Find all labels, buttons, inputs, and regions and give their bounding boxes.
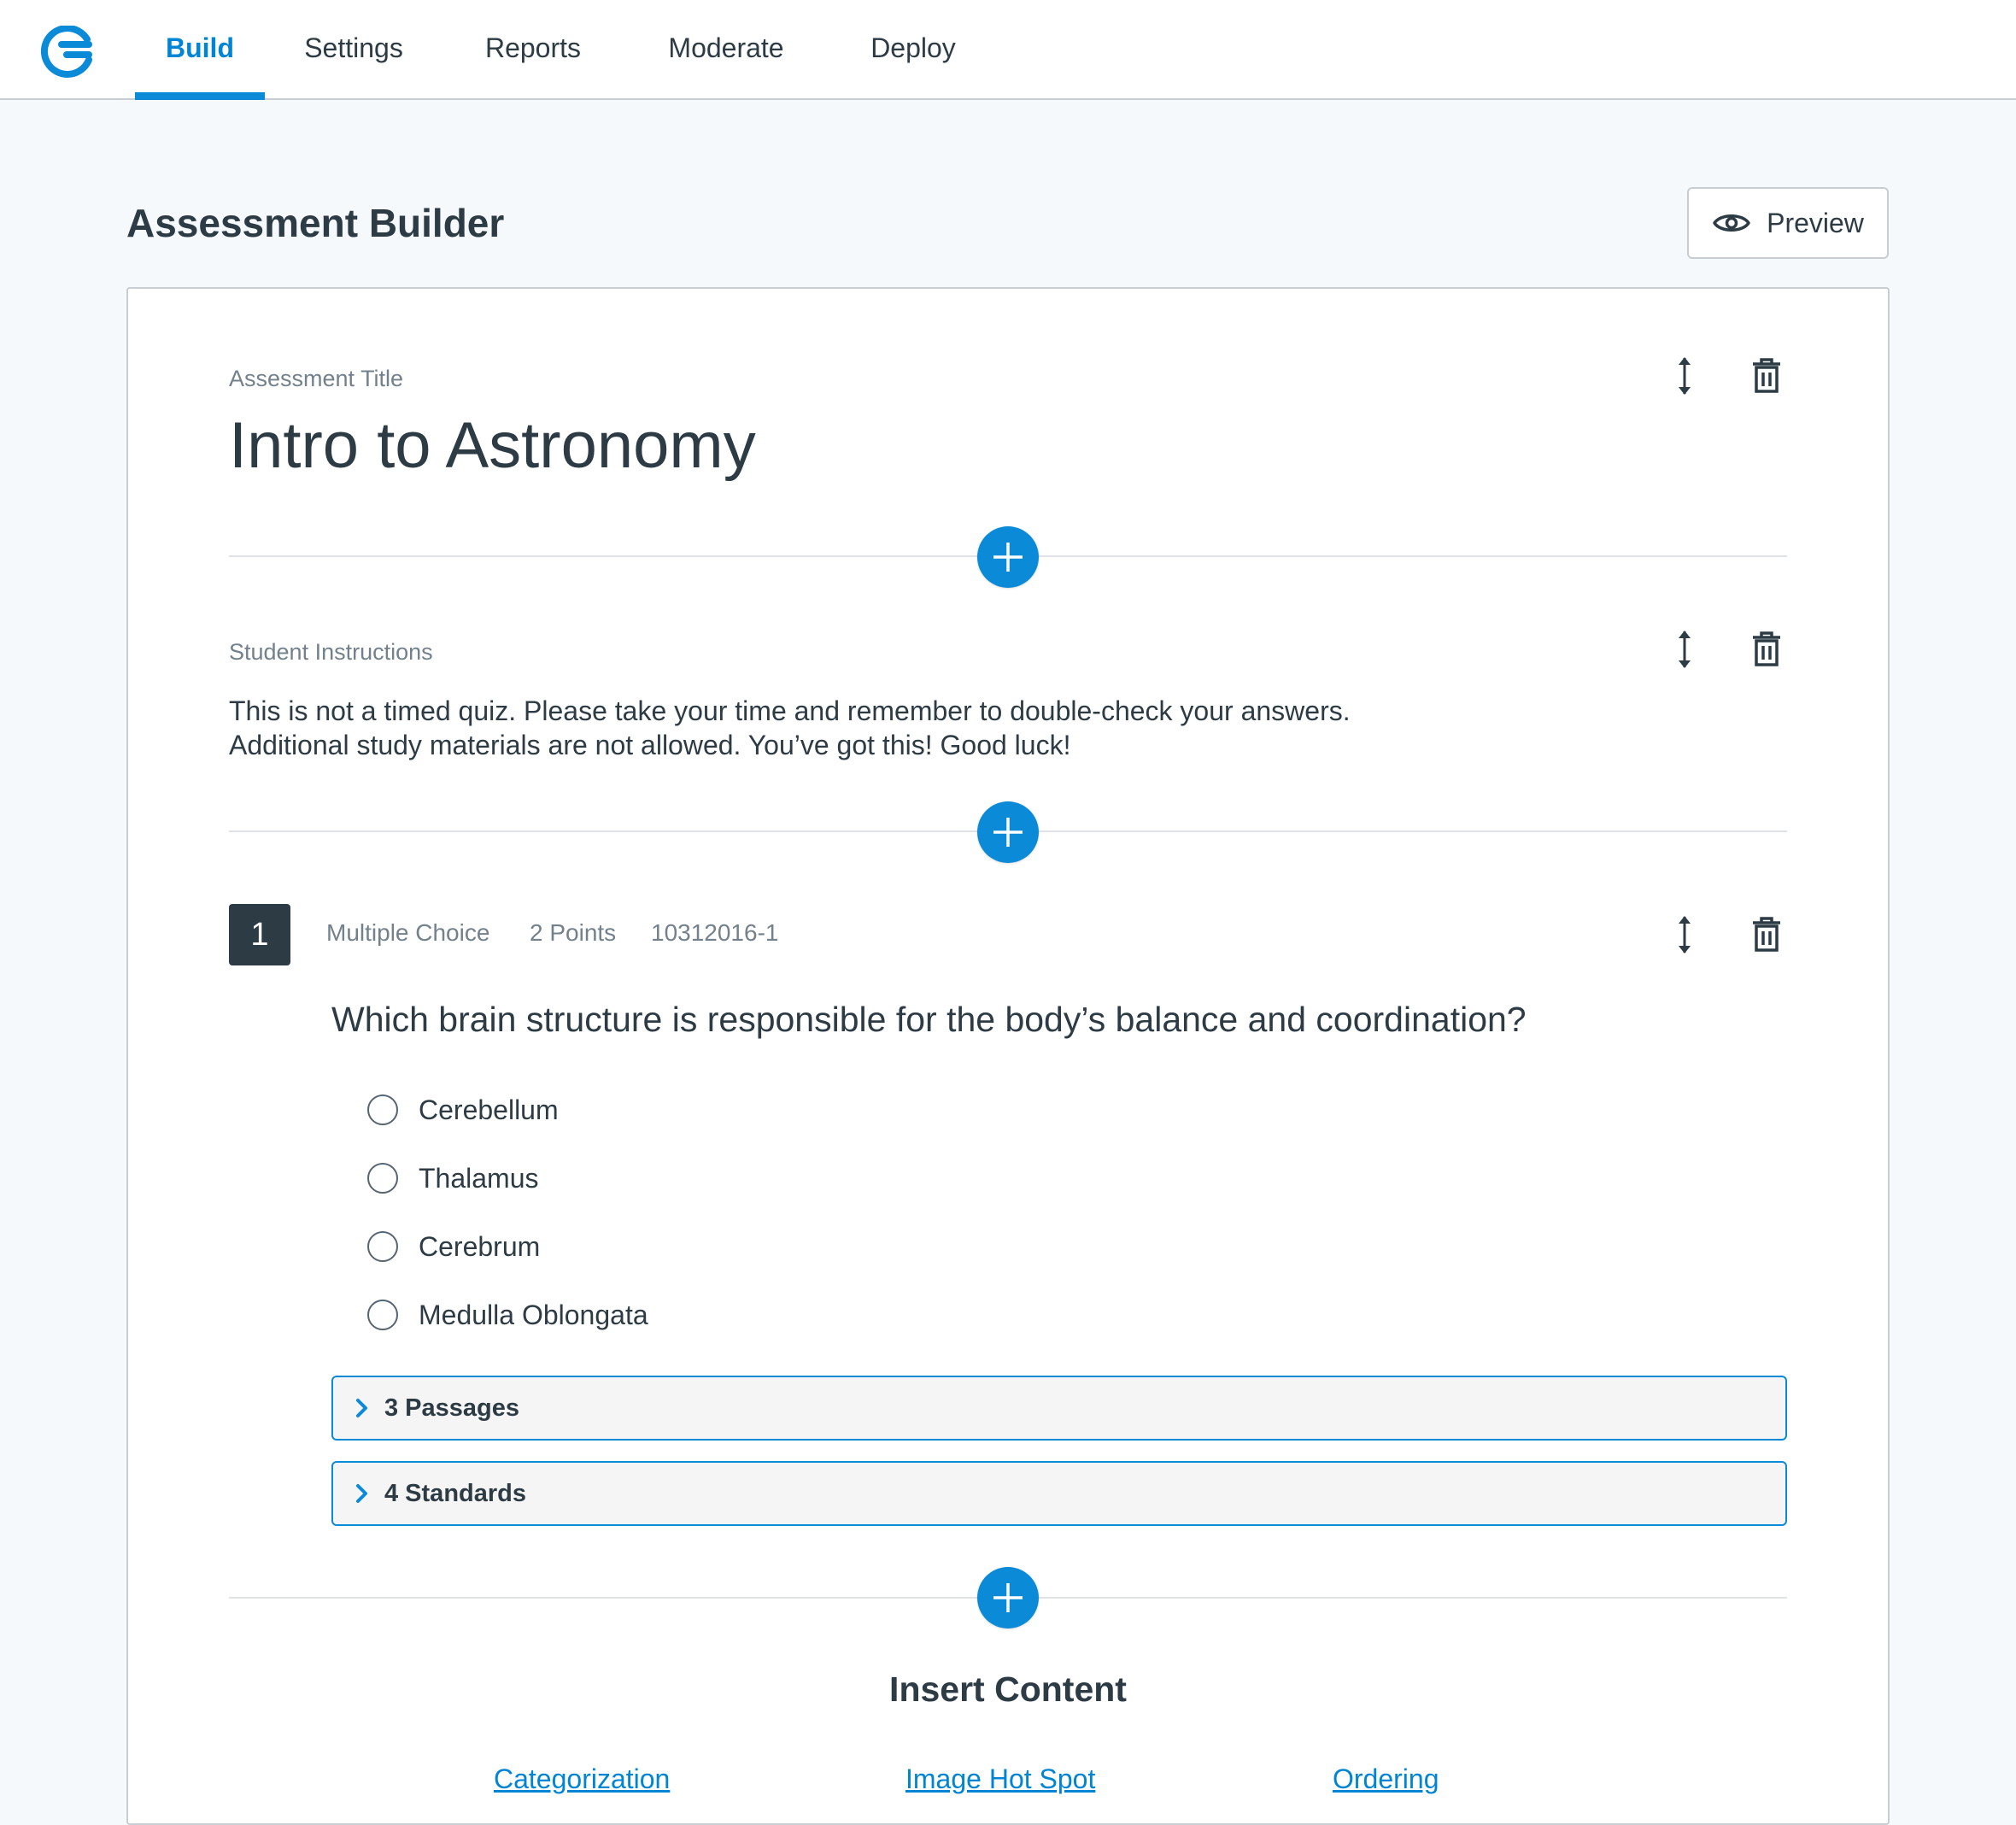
insert-content-title: Insert Content <box>889 1669 1127 1709</box>
chevron-right-icon <box>355 1398 369 1418</box>
radio-button[interactable] <box>367 1163 398 1194</box>
trash-icon[interactable] <box>1746 911 1787 959</box>
trash-icon[interactable] <box>1746 625 1787 673</box>
tab-build[interactable]: Build <box>166 32 234 63</box>
trash-icon[interactable] <box>1746 352 1787 400</box>
insert-link-categorization[interactable]: Categorization <box>494 1763 671 1794</box>
tab-deploy[interactable]: Deploy <box>870 32 956 63</box>
add-content-button[interactable] <box>977 801 1039 863</box>
answer-choice[interactable] <box>367 1295 648 1335</box>
tab-reports[interactable]: Reports <box>484 32 582 63</box>
assessment-title[interactable]: Intro to Astronomy <box>229 409 756 482</box>
tab-moderate[interactable]: Moderate <box>668 32 784 63</box>
preview-label: Preview <box>1767 207 1864 238</box>
answer-choice[interactable] <box>367 1159 539 1198</box>
passages-label: 3 Passages <box>384 1394 520 1422</box>
question-id: 10312016-1 <box>651 919 779 946</box>
question-stem[interactable]: Which brain structure is responsible for the body’s balance and coordination? <box>331 1000 1527 1039</box>
answer-choice[interactable] <box>367 1090 559 1130</box>
active-tab-indicator <box>135 92 265 100</box>
student-instructions-label: Student Instructions <box>229 639 433 665</box>
standards-label: 4 Standards <box>384 1479 526 1507</box>
page-title: Assessment Builder <box>126 201 505 245</box>
reorder-icon[interactable] <box>1664 911 1705 959</box>
answer-choice-label: Cerebrum <box>419 1230 541 1262</box>
plus-icon <box>992 541 1024 573</box>
standards-accordion[interactable] <box>331 1461 1787 1526</box>
radio-button[interactable] <box>367 1300 398 1330</box>
question-points: 2 Points <box>530 919 617 946</box>
reorder-icon[interactable] <box>1664 625 1705 673</box>
passages-accordion[interactable] <box>331 1376 1787 1441</box>
chevron-right-icon <box>355 1483 369 1504</box>
top-nav <box>0 0 2016 100</box>
student-instructions[interactable] <box>229 694 1351 762</box>
preview-button[interactable] <box>1687 187 1889 259</box>
question-type: Multiple Choice <box>326 919 490 946</box>
plus-icon <box>992 1581 1024 1614</box>
radio-button[interactable] <box>367 1094 398 1125</box>
answer-choice-label: Thalamus <box>419 1162 539 1194</box>
radio-button[interactable] <box>367 1231 398 1262</box>
tab-settings[interactable]: Settings <box>304 32 403 63</box>
eye-icon <box>1712 210 1751 236</box>
plus-icon <box>992 816 1024 848</box>
answer-choice[interactable] <box>367 1227 540 1266</box>
add-content-button[interactable] <box>977 1567 1039 1628</box>
g-logo-icon[interactable] <box>39 26 96 79</box>
instructions-line: This is not a timed quiz. Please take your time and remember to double-check your answers. <box>229 695 1351 726</box>
add-content-button[interactable] <box>977 526 1039 588</box>
answer-choice-label: Cerebellum <box>419 1094 559 1125</box>
answer-choice-label: Medulla Oblongata <box>419 1299 648 1330</box>
instructions-line: Additional study materials are not allowed. You’ve got this! Good luck! <box>229 730 1071 760</box>
reorder-icon[interactable] <box>1664 352 1705 400</box>
assessment-title-label: Assessment Title <box>229 366 404 391</box>
insert-link-image-hot-spot[interactable]: Image Hot Spot <box>905 1763 1096 1794</box>
insert-link-ordering[interactable]: Ordering <box>1333 1763 1439 1794</box>
question-number-badge: 1 <box>229 904 290 965</box>
